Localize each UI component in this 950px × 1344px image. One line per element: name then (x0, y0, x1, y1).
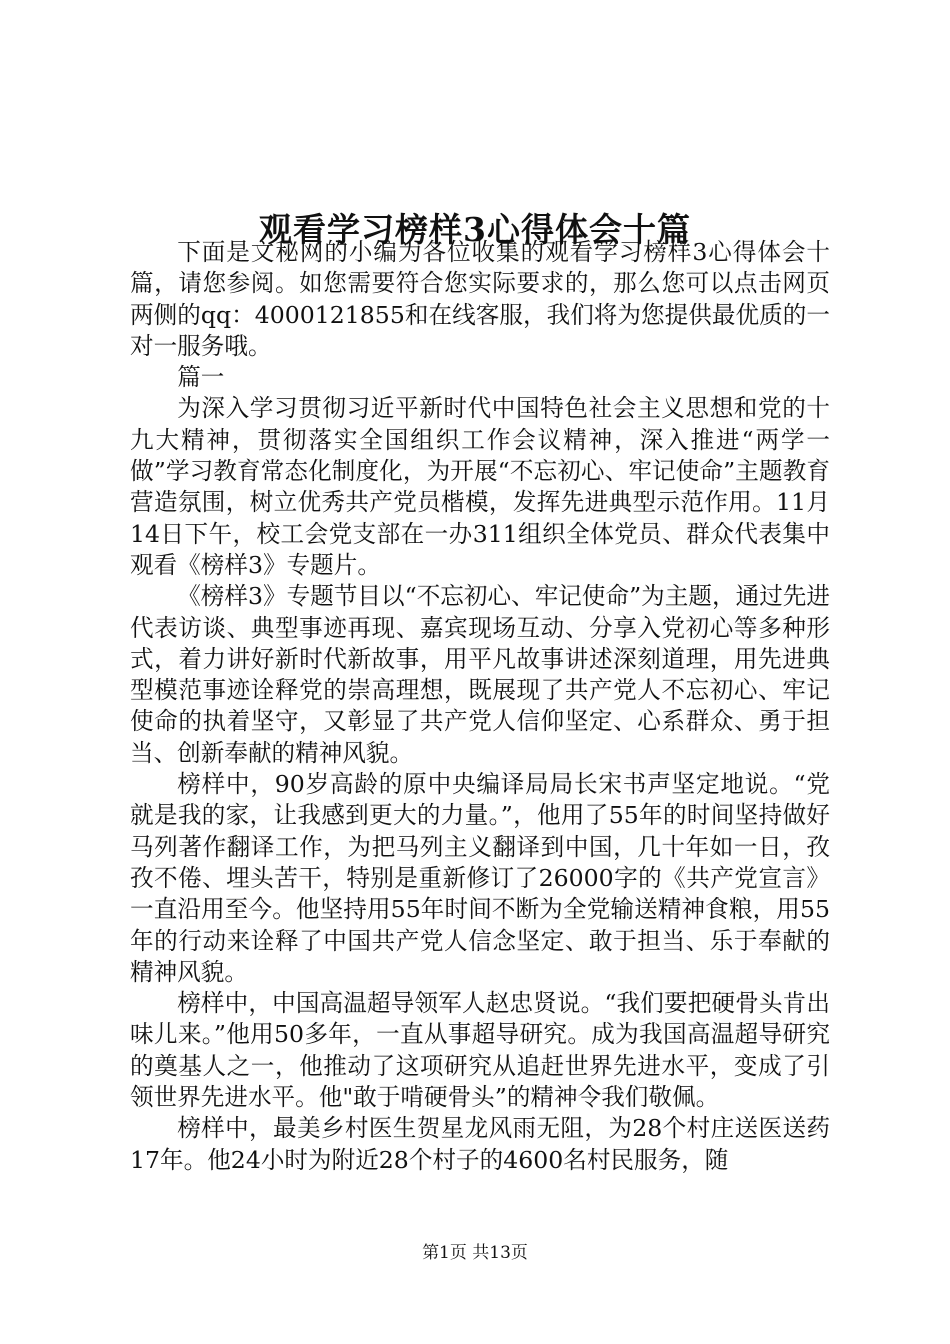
body-paragraph: 榜样中，最美乡村医生贺星龙风雨无阻，为28个村庄送医送药17年。他24小时为附近28个村子的4600名村民服务，随 (130, 1114, 830, 1174)
body-paragraph: 榜样中，90岁高龄的原中央编译局局长宋书声坚定地说。“党就是我的家，让我感到更大的力量。”，他用了55年的时间坚持做好马列著作翻译工作，为把马列主义翻译到中国，几十年如一日，孜孜不倦、埋头苦干，特别是重新修订了26000字的《共产党宣言》一直沿用至今。他坚持用55年时间不断为全党输送精神食粮，用55年的行动来诠释了中国共产党人信念坚定、敢于担当、乐于奉献的精神风貌。 (130, 770, 830, 986)
body-paragraph: 《榜样3》专题节目以“不忘初心、牢记使命”为主题，通过先进代表访谈、典型事迹再现、嘉宾现场互动、分享入党初心等多种形式，着力讲好新时代新故事，用平凡故事讲述深刻道理，用先进典型模范事迹诠释党的崇高理想，既展现了共产党人不忘初心、牢记使命的执着坚守，又彰显了共产党人信仰坚定、心系群众、勇于担当、创新奉献的精神风貌。 (130, 582, 830, 767)
document-body (130, 237, 830, 1176)
document-title: 观看学习榜样3心得体会十篇 (259, 210, 691, 250)
body-paragraph: 为深入学习贯彻习近平新时代中国特色社会主义思想和党的十九大精神，贯彻落实全国组织工作会议精神，深入推进“两学一做”学习教育常态化制度化，为开展“不忘初心、牢记使命”主题教育营造氛围，树立优秀共产党员楷模，发挥先进典型示范作用。11月14日下午，校工会党支部在一办311组织全体党员、群众代表集中观看《榜样3》专题片。 (130, 394, 830, 579)
section-heading: 篇一 (177, 363, 225, 392)
intro-paragraph: 下面是文秘网的小编为各位收集的观看学习榜样3心得体会十篇，请您参阅。如您需要符合您实际要求的，那么您可以点击网页两侧的qq：4000121855和在线客服，我们将为您提供最优质的一对一服务哦。 (130, 238, 830, 360)
body-paragraph: 榜样中，中国高温超导领军人赵忠贤说。“我们要把硬骨头肯出味儿来。”他用50多年，一直从事超导研究。成为我国高温超导研究的奠基人之一，他推动了这项研究从追赶世界先进水平，变成了引领世界先进水平。他"敢于啃硬骨头”的精神令我们敬佩。 (130, 989, 830, 1112)
page-footer: 第1页 共13页 (422, 1243, 528, 1263)
